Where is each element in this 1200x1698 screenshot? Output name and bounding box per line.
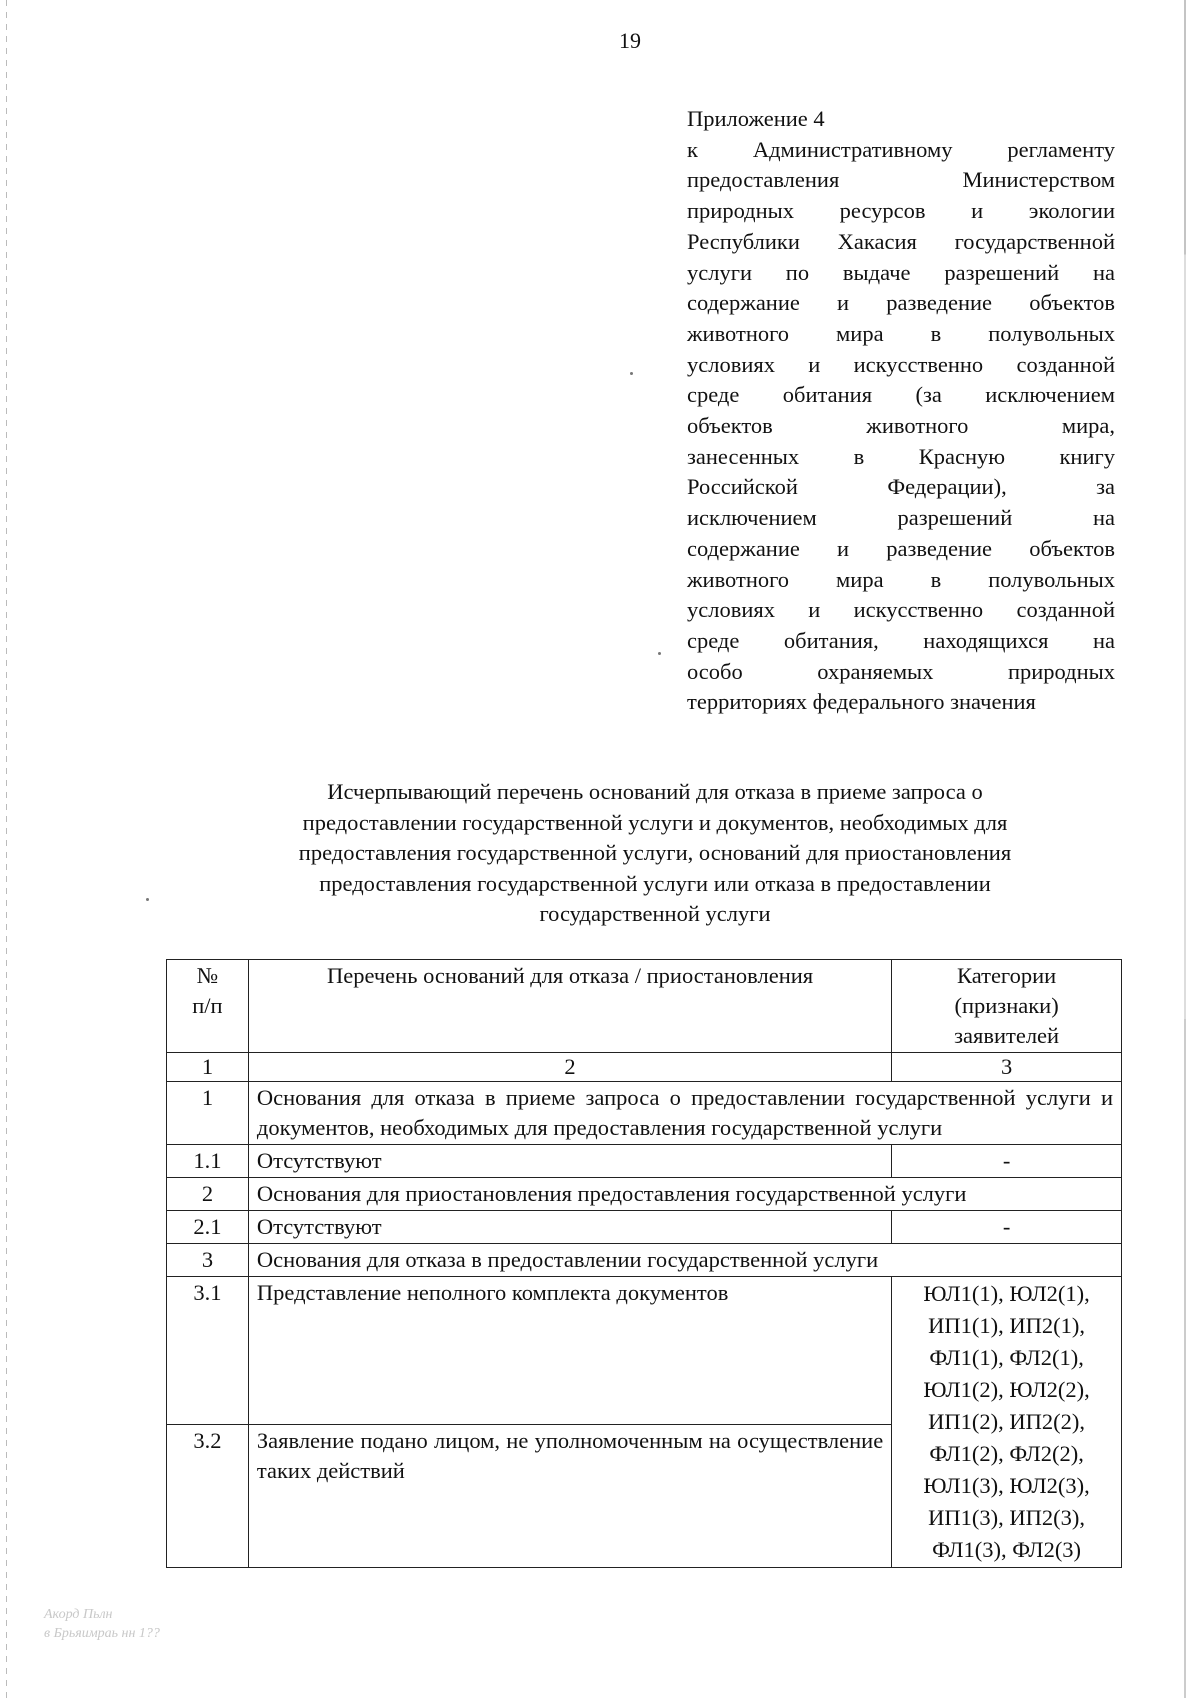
category-line: ИП1(2), ИП2(2), [928, 1409, 1086, 1434]
appendix-title: Приложение 4 [687, 106, 825, 131]
table-row [167, 1277, 1122, 1425]
row-number: 3 [167, 1244, 249, 1277]
appendix-line: особо охраняемых природных [687, 658, 1115, 684]
column-number: 2 [248, 1053, 891, 1082]
appendix-line: условиях и искусственно созданной [687, 597, 1115, 623]
document-title-line: Исчерпывающий перечень оснований для отказа в приеме запроса о [327, 779, 983, 804]
header-categories-line: Категории [957, 963, 1057, 988]
header-categories-line: (признаки) [954, 993, 1059, 1018]
section-row [167, 1082, 1122, 1145]
row-category: - [892, 1211, 1122, 1244]
table-row [167, 1145, 1122, 1178]
scan-edge-left [6, 0, 7, 1698]
header-number [167, 960, 249, 1053]
appendix-line: содержание и разведение объектов [687, 535, 1115, 561]
category-line: ФЛ1(3), ФЛ2(3) [932, 1537, 1082, 1562]
scan-speck [658, 652, 661, 655]
appendix-line: занесенных в Красную книгу [687, 443, 1115, 469]
category-line: ИП1(1), ИП2(1), [928, 1313, 1086, 1338]
scan-speck [630, 372, 633, 375]
appendix-text [687, 135, 1115, 718]
stamp-line: Акорд Пьлн [44, 1607, 113, 1622]
appendix-line: Республики Хакасия государственной [687, 228, 1115, 254]
document-title [205, 777, 1105, 930]
row-text: Заявление подано лицом, не уполномоченным на осуществление таких действий [248, 1425, 891, 1568]
grounds-table [166, 959, 1122, 1568]
appendix-line: к Административному регламенту [687, 136, 1115, 162]
category-line: ФЛ1(1), ФЛ2(1), [929, 1345, 1084, 1370]
document-title-line: предоставлении государственной услуги и документов, необходимых для [302, 809, 1008, 835]
appendix-line: исключением разрешений на [687, 505, 1115, 531]
scan-edge-right [1184, 0, 1186, 1698]
header-number-symbol: № [196, 963, 219, 988]
appendix-block [687, 104, 1115, 718]
row-text: Отсутствуют [248, 1145, 891, 1178]
row-text: Отсутствуют [248, 1211, 891, 1244]
appendix-line: содержание и разведение объектов [687, 290, 1115, 316]
appendix-line: животного мира в полувольных [687, 566, 1115, 592]
row-number: 3.2 [167, 1425, 249, 1568]
section-text: Основания для отказа в предоставлении государственной услуги [248, 1244, 1121, 1277]
appendix-line: услуги по выдаче разрешений на [687, 259, 1115, 285]
document-title-line: предоставления государственной услуги или отказа в предоставлении [319, 870, 991, 896]
appendix-line: условиях и искусственно созданной [687, 351, 1115, 377]
header-number-abbr: п/п [192, 993, 223, 1018]
category-line: ЮЛ1(1), ЮЛ2(1), [923, 1281, 1090, 1306]
column-number: 3 [892, 1053, 1122, 1082]
faded-stamp [44, 1605, 184, 1643]
row-number: 2 [167, 1178, 249, 1211]
row-category: - [892, 1145, 1122, 1178]
appendix-line: Российской Федерации), за [687, 474, 1115, 500]
header-categories-line: заявителей [954, 1023, 1060, 1048]
row-number: 2.1 [167, 1211, 249, 1244]
table-header-row [167, 960, 1122, 1053]
category-line: ЮЛ1(2), ЮЛ2(2), [923, 1377, 1090, 1402]
appendix-line: среде обитания, находящихся на [687, 627, 1115, 653]
row-text: Представление неполного комплекта документов [248, 1277, 891, 1425]
header-categories [892, 960, 1122, 1053]
table-row [167, 1211, 1122, 1244]
document-title-line: предоставления государственной услуги, оснований для приостановления [298, 840, 1012, 865]
appendix-line: среде обитания (за исключением [687, 382, 1115, 408]
category-line: ЮЛ1(3), ЮЛ2(3), [923, 1473, 1090, 1498]
section-text: Основания для отказа в приеме запроса о предоставлении государственной услуги и документов, необходимых для предоставления государственной услуги [248, 1082, 1121, 1145]
row-number: 3.1 [167, 1277, 249, 1425]
category-line: ФЛ1(2), ФЛ2(2), [929, 1441, 1084, 1466]
section-row [167, 1244, 1122, 1277]
scan-speck [146, 898, 149, 901]
appendix-line: территориях федерального значения [687, 689, 1036, 715]
appendix-line: животного мира в полувольных [687, 320, 1115, 346]
column-number: 1 [167, 1053, 249, 1082]
row-number: 1.1 [167, 1145, 249, 1178]
category-line: ИП1(3), ИП2(3), [928, 1505, 1086, 1530]
section-row [167, 1178, 1122, 1211]
stamp-line: в Брьяимраь нн 1?? [44, 1626, 160, 1641]
appendix-line: объектов животного мира, [687, 413, 1115, 439]
applicant-categories [892, 1277, 1122, 1568]
appendix-line: природных ресурсов и экологии [687, 198, 1115, 224]
row-number: 1 [167, 1082, 249, 1145]
document-title-line: государственной услуги [539, 901, 771, 926]
header-grounds: Перечень оснований для отказа / приостановления [248, 960, 891, 1053]
appendix-line: предоставления Министерством [687, 167, 1115, 193]
page-number: 19 [619, 28, 641, 53]
column-number-row [167, 1053, 1122, 1082]
section-text: Основания для приостановления предоставления государственной услуги [248, 1178, 1121, 1211]
